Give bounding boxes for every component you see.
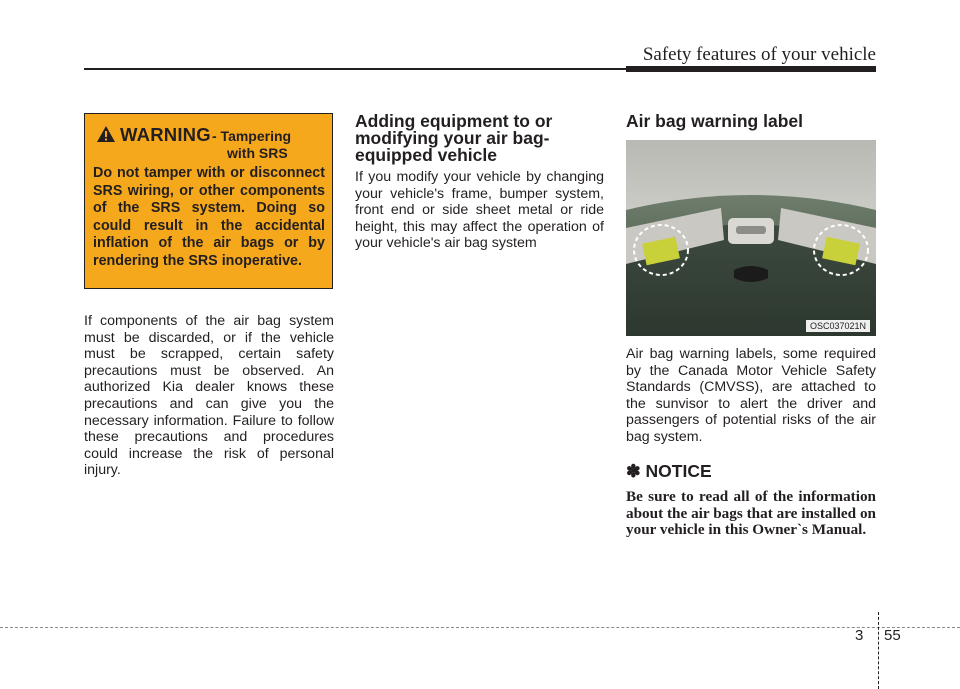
footer-vertical-divider xyxy=(878,612,879,689)
image-code: OSC037021N xyxy=(806,320,870,332)
column3-paragraph: Air bag warning labels, some required by the Canada Motor Vehicle Safety Standards (CMVSS), are attached to the sunvisor to alert the driver and passengers of potential risks of the air bag system. xyxy=(626,346,876,445)
page-chapter-number: 3 xyxy=(855,627,864,644)
sunvisor-photo xyxy=(626,140,876,336)
page-number: 55 xyxy=(884,627,901,644)
warning-body: Do not tamper with or disconnect SRS wiring, or other components of the SRS system. Doing so could result in the accidental inflation of the air bags or by rendering the SRS inoperative. xyxy=(93,165,325,269)
section-heading-adding-equipment: Adding equipment to or modifying your air bag-equipped vehicle xyxy=(355,111,553,165)
column2-paragraph: If you modify your vehicle by changing your vehicle's frame, bumper system, front end or side sheet metal or ride height, this may affect the operation of your vehicle's air bag system xyxy=(355,169,604,252)
header-tab xyxy=(626,66,876,72)
column1-paragraph: If components of the air bag system must be discarded, or if the vehicle must be scrapped, certain safety precautions must be observed. An authorized Kia dealer knows these precautions and can give you the necessary information. Failure to follow these precautions and procedures could increase the risk of personal injury. xyxy=(84,313,334,479)
footer-divider xyxy=(0,627,960,628)
header-title: Safety features of your vehicle xyxy=(642,44,876,65)
warning-box xyxy=(84,113,333,289)
warning-subtitle-line1: - Tampering xyxy=(212,128,292,144)
notice-body: Be sure to read all of the information about the air bags that are installed on your vehicle in this Owner`s Manual. xyxy=(626,488,876,539)
warning-triangle-icon xyxy=(96,125,116,143)
warning-word: WARNING xyxy=(120,124,211,145)
section-heading-air-bag-label: Air bag warning label xyxy=(626,111,803,131)
warning-subtitle-line2: with SRS xyxy=(227,145,288,161)
notice-heading: ✽ NOTICE xyxy=(626,461,712,481)
